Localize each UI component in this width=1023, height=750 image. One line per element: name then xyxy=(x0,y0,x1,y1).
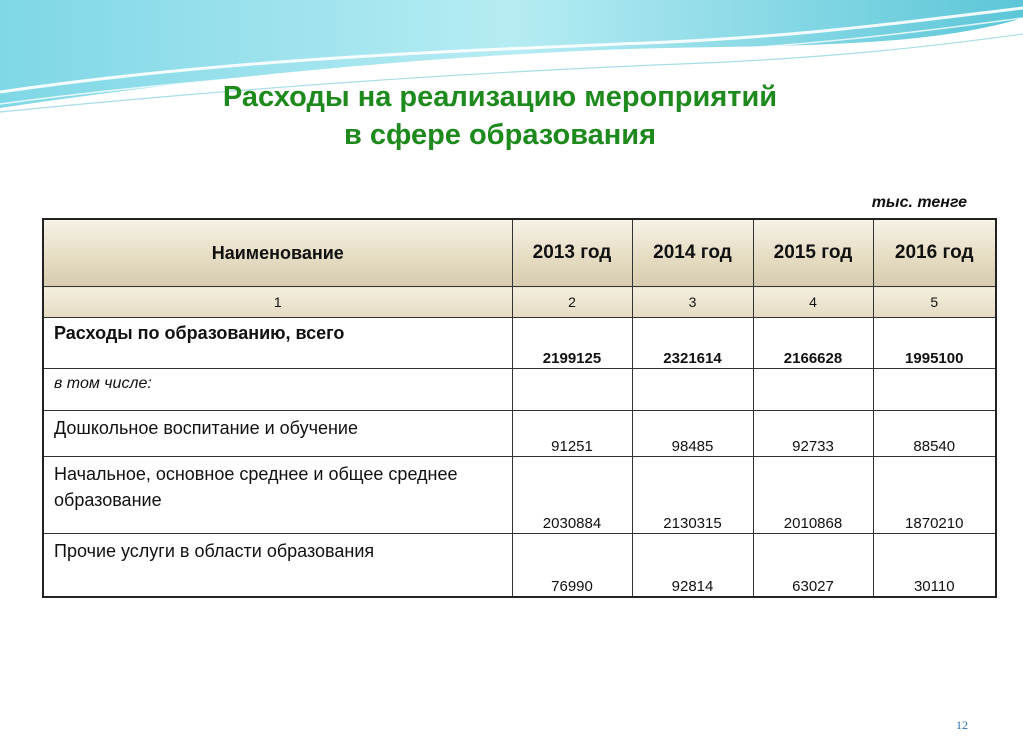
title-line-1: Расходы на реализацию мероприятий xyxy=(222,81,778,113)
cell-value: 92814 xyxy=(632,534,753,598)
cell-value: 1870210 xyxy=(873,457,996,534)
cell-value: 91251 xyxy=(512,411,632,457)
header-2013: 2013 год xyxy=(512,219,632,287)
header-row xyxy=(43,219,996,287)
cell-value: 98485 xyxy=(632,411,753,457)
cell-value: 2130315 xyxy=(632,457,753,534)
column-number: 2 xyxy=(512,287,632,318)
header-name: Наименование xyxy=(43,219,512,287)
unit-label: тыс. тенге xyxy=(871,194,967,211)
cell-value: 76990 xyxy=(512,534,632,598)
table-row xyxy=(43,411,996,457)
cell-value: 2010868 xyxy=(753,457,873,534)
title-line-2: в сфере образования xyxy=(343,119,657,151)
cell-value: 2321614 xyxy=(632,318,753,369)
expenses-table xyxy=(42,218,997,598)
cell-value xyxy=(873,369,996,411)
row-label: Дошкольное воспитание и обучение xyxy=(43,411,512,457)
cell-value: 2166628 xyxy=(753,318,873,369)
column-number: 5 xyxy=(873,287,996,318)
cell-value xyxy=(512,369,632,411)
page-number: 12 xyxy=(956,718,968,732)
column-number: 3 xyxy=(632,287,753,318)
table-row-total xyxy=(43,318,996,369)
cell-value: 1995100 xyxy=(873,318,996,369)
cell-value: 2199125 xyxy=(512,318,632,369)
row-label: Расходы по образованию, всего xyxy=(43,318,512,369)
header-2014: 2014 год xyxy=(632,219,753,287)
cell-value xyxy=(753,369,873,411)
column-number: 4 xyxy=(753,287,873,318)
page-title xyxy=(0,78,1000,154)
cell-value: 92733 xyxy=(753,411,873,457)
table-row xyxy=(43,534,996,598)
cell-value: 30110 xyxy=(873,534,996,598)
cell-value xyxy=(632,369,753,411)
row-label: в том числе: xyxy=(43,369,512,411)
row-label: Прочие услуги в области образования xyxy=(43,534,512,598)
header-2016: 2016 год xyxy=(873,219,996,287)
column-number: 1 xyxy=(43,287,512,318)
table-row xyxy=(43,457,996,534)
header-2015: 2015 год xyxy=(753,219,873,287)
column-number-row xyxy=(43,287,996,318)
cell-value: 63027 xyxy=(753,534,873,598)
row-label: Начальное, основное среднее и общее среднее образование xyxy=(43,457,512,534)
cell-value: 2030884 xyxy=(512,457,632,534)
table-row-including xyxy=(43,369,996,411)
cell-value: 88540 xyxy=(873,411,996,457)
